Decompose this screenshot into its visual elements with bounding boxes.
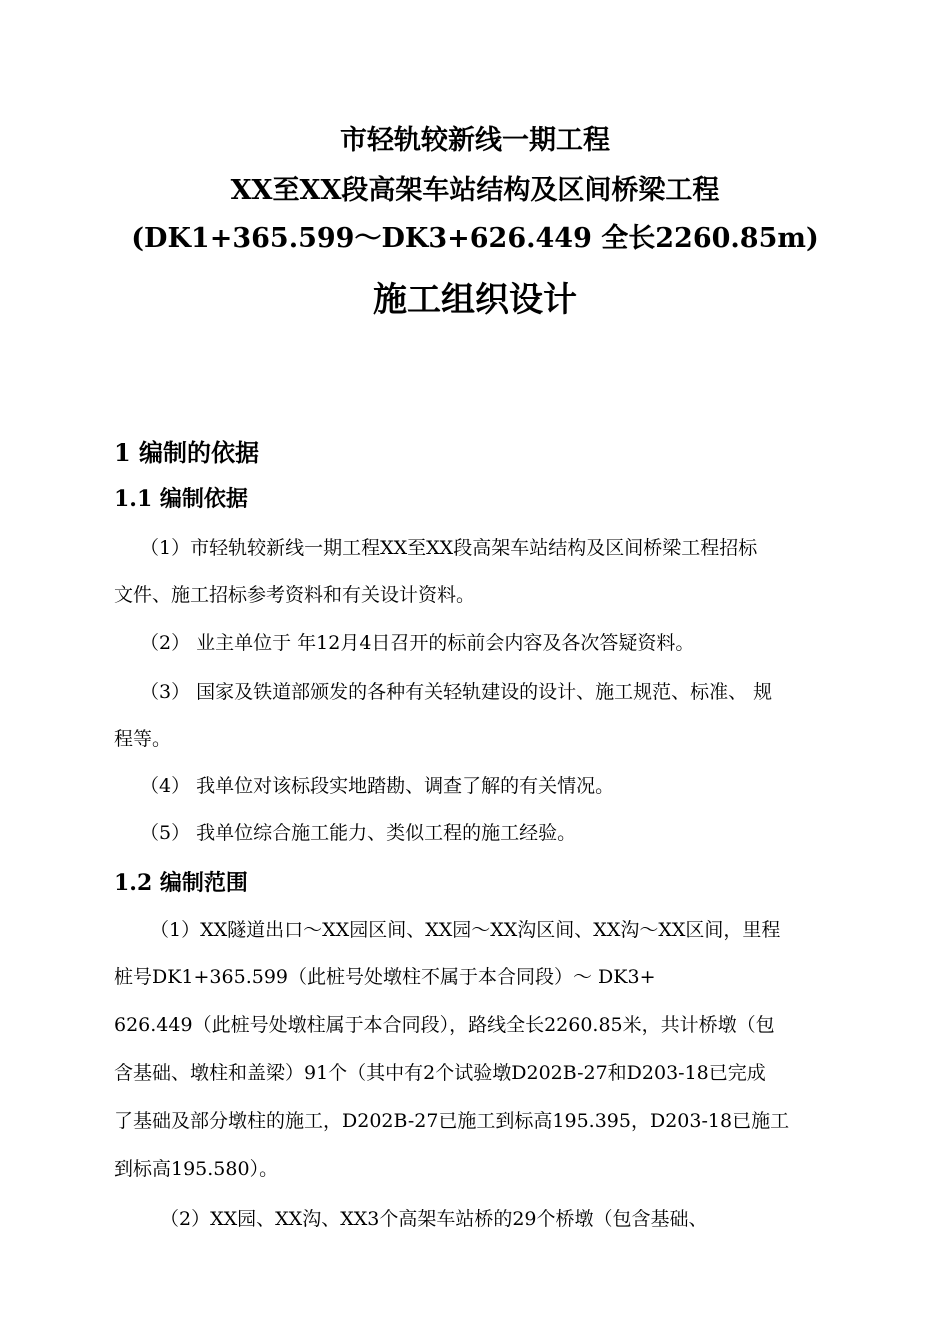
- basis-item-3-line-2: 程等。: [114, 728, 172, 750]
- basis-item-3-line-1: （3） 国家及铁道部颁发的各种有关轻轨建设的设计、施工规范、标准、 规: [140, 681, 773, 703]
- basis-item-4: （4） 我单位对该标段实地踏勘、调查了解的有关情况。: [140, 775, 615, 797]
- basis-item-5: （5） 我单位综合施工能力、类似工程的施工经验。: [140, 822, 577, 844]
- scope-item-1-line-4: 含基础、墩柱和盖梁）91个（其中有2个试验墩D202B-27和D203-18已完成: [114, 1062, 766, 1084]
- scope-item-1-line-3: 626.449（此桩号处墩柱属于本合同段），路线全长2260.85米，共计桥墩（包: [114, 1014, 775, 1036]
- section-1-2-heading: 1.2 编制范围: [114, 870, 248, 896]
- scope-item-1-line-2: 桩号DK1+365.599（此桩号处墩柱不属于本合同段）～ DK3+: [114, 966, 656, 988]
- scope-item-1-line-1: （1）XX隧道出口～XX园区间、XX园～XX沟区间、XX沟～XX区间，里程: [150, 919, 781, 941]
- section-1-heading: 1 编制的依据: [114, 438, 260, 467]
- main-title: 施工组织设计: [373, 280, 577, 320]
- title-line-2: XX至XX段高架车站结构及区间桥梁工程: [230, 175, 720, 206]
- basis-item-1-line-1: （1）市轻轨较新线一期工程XX至XX段高架车站结构及区间桥梁工程招标: [140, 537, 758, 559]
- title-line-1: 市轻轨较新线一期工程: [340, 125, 610, 156]
- scope-item-1-line-6: 到标高195.580）。: [114, 1158, 279, 1180]
- basis-item-1-line-2: 文件、施工招标参考资料和有关设计资料。: [114, 584, 476, 606]
- scope-item-2-line-1: （2）XX园、XX沟、XX3个高架车站桥的29个桥墩（包含基础、: [160, 1208, 708, 1230]
- section-1-1-heading: 1.1 编制依据: [114, 486, 248, 512]
- basis-item-2: （2） 业主单位于 年12月4日召开的标前会内容及各次答疑资料。: [140, 632, 695, 654]
- scope-item-1-line-5: 了基础及部分墩柱的施工，D202B-27已施工到标高195.395，D203-18已施工: [114, 1110, 790, 1132]
- title-line-3: (DK1+365.599～DK3+626.449 全长2260.85m): [131, 223, 819, 254]
